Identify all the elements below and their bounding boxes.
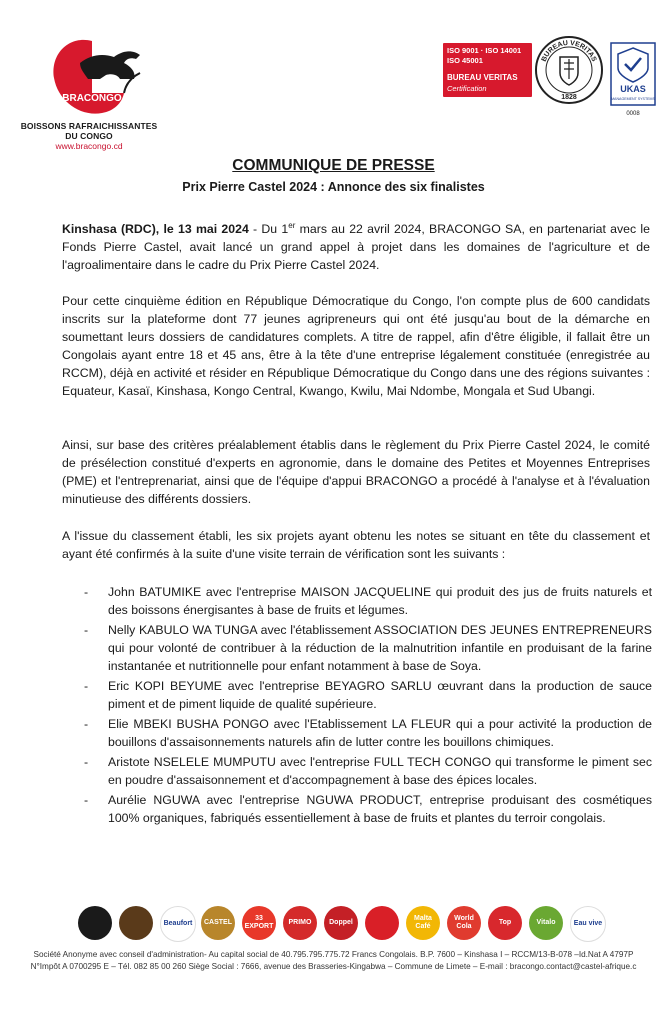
list-bullet: - bbox=[84, 717, 89, 731]
intro-superscript: er bbox=[288, 220, 296, 230]
finalist-text: John BATUMIKE avec l'entreprise MAISON JACQUELINE qui produit des jus de fruits naturels et des boissons énergisantes à base de fruits et légumes. bbox=[108, 585, 652, 617]
dateline: Kinshasa (RDC), le 13 mai 2024 bbox=[62, 222, 249, 236]
finalist-text: Aurélie NGUWA avec l'entreprise NGUWA PRODUCT, entreprise produisant des cosmétiques 100% organiques, fabriqués essentiellement à base de fruits et plantes du terroir congolais. bbox=[108, 793, 652, 825]
brand-logo: Malta Café bbox=[406, 906, 440, 940]
footer-legal-line1: Société Anonyme avec conseil d'administration- Au capital social de 40.795.795.775.72 Francs Congolais. B.P. 7600 – Kinshasa I – RCCM/13-B-078 –Id.Nat A 4797P bbox=[33, 950, 634, 959]
list-bullet: - bbox=[84, 793, 89, 807]
paragraph-evaluation: Ainsi, sur base des critères préalablement établis dans le règlement du Prix Pierre Castel 2024, le comité de présélection constitué d'experts en agronomie, dans le domaine des Petites et Moyennes Entreprises (PME) et l'entreprenariat, ainsi que de l'équipe d'appui BRACONGO a procédé à l'analyse et à l'évaluation minutieuse des différents dossiers. bbox=[62, 438, 650, 506]
list-item bbox=[84, 583, 652, 619]
list-bullet: - bbox=[84, 623, 89, 637]
footer-legal-line2: N°Impôt A 0700295 E – Tél. 082 85 00 260 Siège Social : 7666, avenue des Brasseries-Kingabwa – Commune de Limete – E-mail : bracongo.contact@castel-afrique.c bbox=[30, 962, 637, 971]
ukas-sub: MANAGEMENT SYSTEMS bbox=[611, 97, 655, 101]
ukas-number: 0008 bbox=[626, 111, 640, 117]
company-name-line2: DU CONGO bbox=[65, 131, 113, 141]
company-name-line1: BOISSONS RAFRAICHISSANTES bbox=[20, 121, 158, 131]
cert-line3: BUREAU VERITAS bbox=[447, 73, 518, 82]
paragraph-ranking: A l'issue du classement établi, les six projets ayant obtenu les notes se situant en tête du classement et ayant été confirmés à la suite d'une visite terrain de vérification sont les suivants : bbox=[62, 529, 650, 561]
finalist-text: Elie MBEKI BUSHA PONGO avec l'Etablissement LA FLEUR qui a pour activité la production de bouillons d'assaisonnements naturels afin de lutter contre les bouillons chimiques. bbox=[108, 717, 652, 749]
list-bullet: - bbox=[84, 755, 89, 769]
paragraph-edition: Pour cette cinquième édition en République Démocratique du Congo, l'on compte plus de 600 candidats inscrits sur la plateforme dont 77 jeunes agripreneurs qui ont été jusqu'au bout de la démarche en soumettant leurs dossiers de candidatures complets. A titre de rappel, afin d'être éligible, il fallait être un Congolais ayant entre 18 et 45 ans, être à la tête d'une entreprise légalement constituée (enregistrée au RCCM), déjà en activité et résider en République Démocratique du Congo dans une des régions suivantes : Equateur, Kasaï, Kinshasa, Kongo Central, Kwango, Kwilu, Mai Ndombe, Mongala et Sud Ubangi. bbox=[62, 294, 650, 398]
paragraph-intro bbox=[62, 220, 650, 274]
seal-year: 1828 bbox=[561, 94, 577, 101]
seal-text: BUREAU VERITAS bbox=[540, 39, 598, 63]
ukas-label: UKAS bbox=[620, 84, 646, 94]
list-item bbox=[84, 753, 652, 789]
finalist-text: Aristote NSELELE MUMPUTU avec l'entreprise FULL TECH CONGO qui transforme le piment sec en poudre d'assaisonnement et d'accompagnement à base des épices locales. bbox=[108, 755, 652, 787]
brand-logo bbox=[365, 906, 399, 940]
list-item bbox=[84, 791, 652, 827]
list-item bbox=[84, 715, 652, 751]
brand-logo: Top bbox=[488, 906, 522, 940]
brand-logo: CASTEL bbox=[201, 906, 235, 940]
list-item bbox=[84, 677, 652, 713]
brand-logo: 33 EXPORT bbox=[242, 906, 276, 940]
list-item bbox=[84, 621, 652, 675]
cert-line1: ISO 9001 · ISO 14001 bbox=[447, 46, 522, 55]
brand-logo bbox=[78, 906, 112, 940]
bracongo-logo bbox=[40, 33, 150, 123]
brand-logo: Beaufort bbox=[160, 906, 196, 942]
brand-logo: Vitalo bbox=[529, 906, 563, 940]
brand-logo: Eau vive bbox=[570, 906, 606, 942]
cert-line4: Certification bbox=[447, 84, 487, 93]
list-bullet: - bbox=[84, 679, 89, 693]
finalist-text: Nelly KABULO WA TUNGA avec l'établissement ASSOCIATION DES JEUNES ENTREPRENEURS qui pour volonté de contribuer à la réduction de la malnutrition infantile en produisant de la farine instantanée et nutritionnelle pour enfant notamment à base de Soya. bbox=[108, 623, 652, 673]
brand-logo bbox=[119, 906, 153, 940]
intro-text-b: mars au 22 avril 2024, BRACONGO SA, en partenariat avec le Fonds Pierre Castel, avait lancé un grand appel à projet dans les domaines de l'agriculture et de l'agroalimentaire dans le cadre du Prix Pierre Castel 2024. bbox=[62, 222, 650, 272]
brand-logo: Doppel bbox=[324, 906, 358, 940]
brand-logo: World Cola bbox=[447, 906, 481, 940]
list-bullet: - bbox=[84, 585, 89, 599]
intro-text-a: - Du 1 bbox=[248, 222, 289, 236]
brand-logos-row bbox=[78, 906, 608, 948]
finalist-text: Eric KOPI BEYUME avec l'entreprise BEYAGRO SARLU œuvrant dans la production de sauce piment et de piment liquide de qualité supérieure. bbox=[108, 679, 652, 711]
cert-line2: ISO 45001 bbox=[447, 56, 483, 65]
finalists-list bbox=[84, 583, 652, 829]
document-title: COMMUNIQUE DE PRESSE bbox=[232, 157, 435, 174]
ukas-logo bbox=[610, 42, 656, 106]
bureau-veritas-seal bbox=[534, 33, 604, 107]
document-subtitle: Prix Pierre Castel 2024 : Annonce des six finalistes bbox=[182, 180, 485, 194]
brand-logo: PRIMO bbox=[283, 906, 317, 940]
iso-certification-box bbox=[443, 43, 532, 97]
logo-wordmark: BRACONGO bbox=[62, 93, 122, 104]
company-website: www.bracongo.cd bbox=[55, 141, 123, 151]
